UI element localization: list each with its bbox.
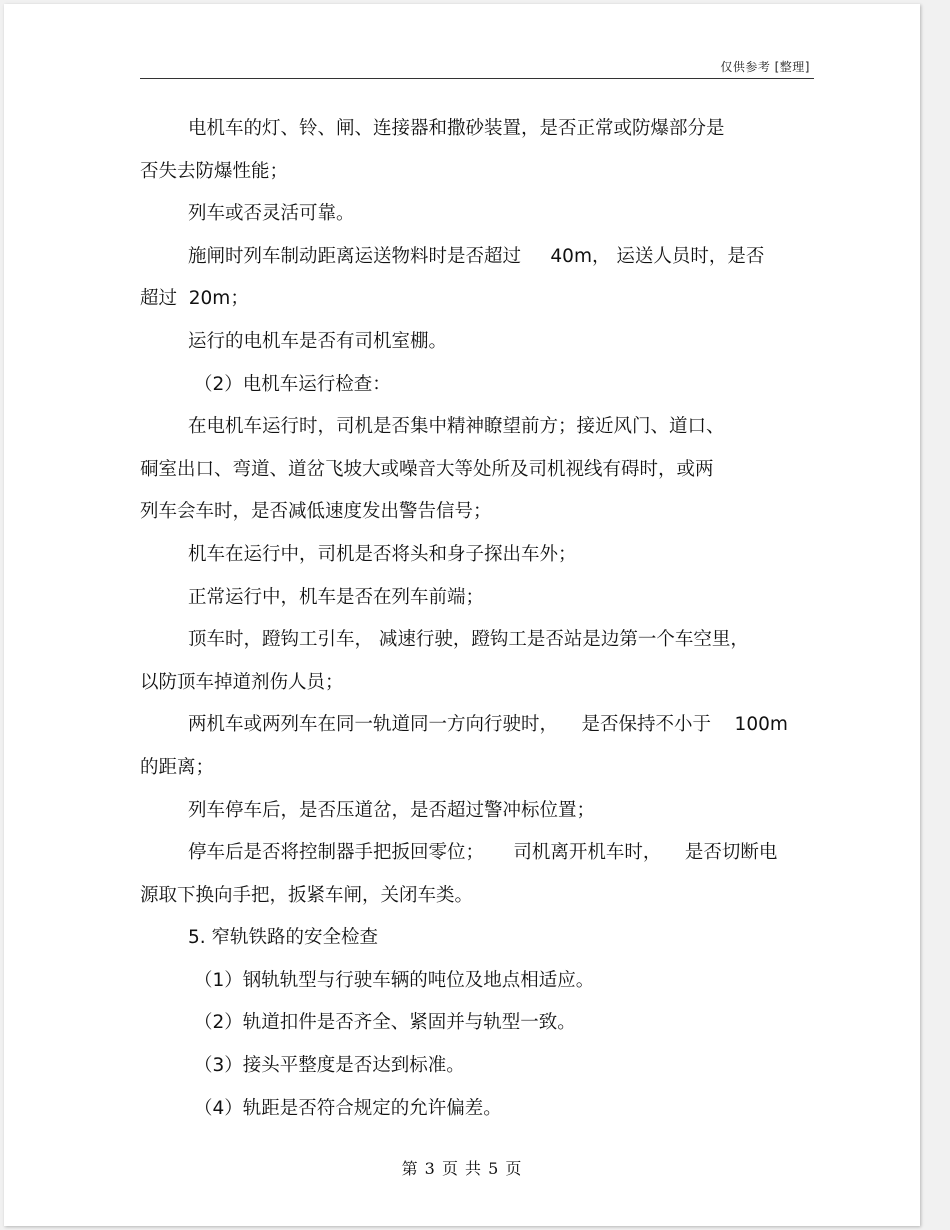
body-text [140,108,820,1130]
paragraph-line: 列车或否灵活可靠。 [188,203,355,225]
paragraph-line: 列车会车时，是否减低速度发出警告信号； [140,501,492,523]
paragraph-line: 运行的电机车是否有司机室棚。 [188,330,448,352]
paragraph-line: 电机车的灯、铃、闸、连接器和撒砂装置，是否正常或防爆部分是 [188,118,725,139]
page-number: 第 3 页 共 5 页 [401,1159,523,1178]
paragraph-line: 否失去防爆性能； [140,160,289,182]
section-heading: （2）电机车运行检查： [194,373,391,395]
document-page [4,4,920,1226]
paragraph-line: 停车后是否将控制器手把扳回零位； 司机离开机车时， 是否切断电 [188,842,778,864]
paragraph-line: 列车停车后，是否压道岔，是否超过警冲标位置； [188,799,596,821]
header-rule [140,78,814,79]
paragraph-line: 超过 20m； [140,288,249,310]
paragraph-line: 顶车时，蹬钩工引车， 减速行驶，蹬钩工是否站是边第一个车空里， [188,629,749,651]
list-item: （1）钢轨轨型与行驶车辆的吨位及地点相适应。 [194,969,595,991]
paragraph-line: 机车在运行中，司机是否将头和身子探出车外； [188,543,577,565]
paragraph-line: 施闸时列车制动距离运送物料时是否超过 40m， 运送人员时，是否 [188,245,765,267]
paragraph-line: 正常运行中，机车是否在列车前端； [188,586,485,608]
header-note: 仅供参考 [整理] [720,60,810,74]
paragraph-line: 在电机车运行时，司机是否集中精神瞭望前方；接近风门、道口、 [188,416,725,438]
paragraph-line: 的距离； [140,756,215,778]
paragraph-line: 以防顶车掉道剂伤人员； [140,671,344,693]
paragraph-line: 两机车或两列车在同一轨道同一方向行驶时， 是否保持不小于 100m [188,714,788,736]
paragraph-line: 硐室出口、弯道、道岔飞坡大或噪音大等处所及司机视线有碍时，或两 [140,458,714,480]
paragraph-line: 源取下换向手把，扳紧车闸，关闭车类。 [140,884,474,906]
list-item: （2）轨道扣件是否齐全、紧固并与轨型一致。 [194,1012,576,1034]
list-item: （4）轨距是否符合规定的允许偏差。 [194,1097,502,1119]
section-heading: 5. 窄轨铁路的安全检查 [188,927,379,949]
list-item: （3）接头平整度是否达到标准。 [194,1055,465,1077]
